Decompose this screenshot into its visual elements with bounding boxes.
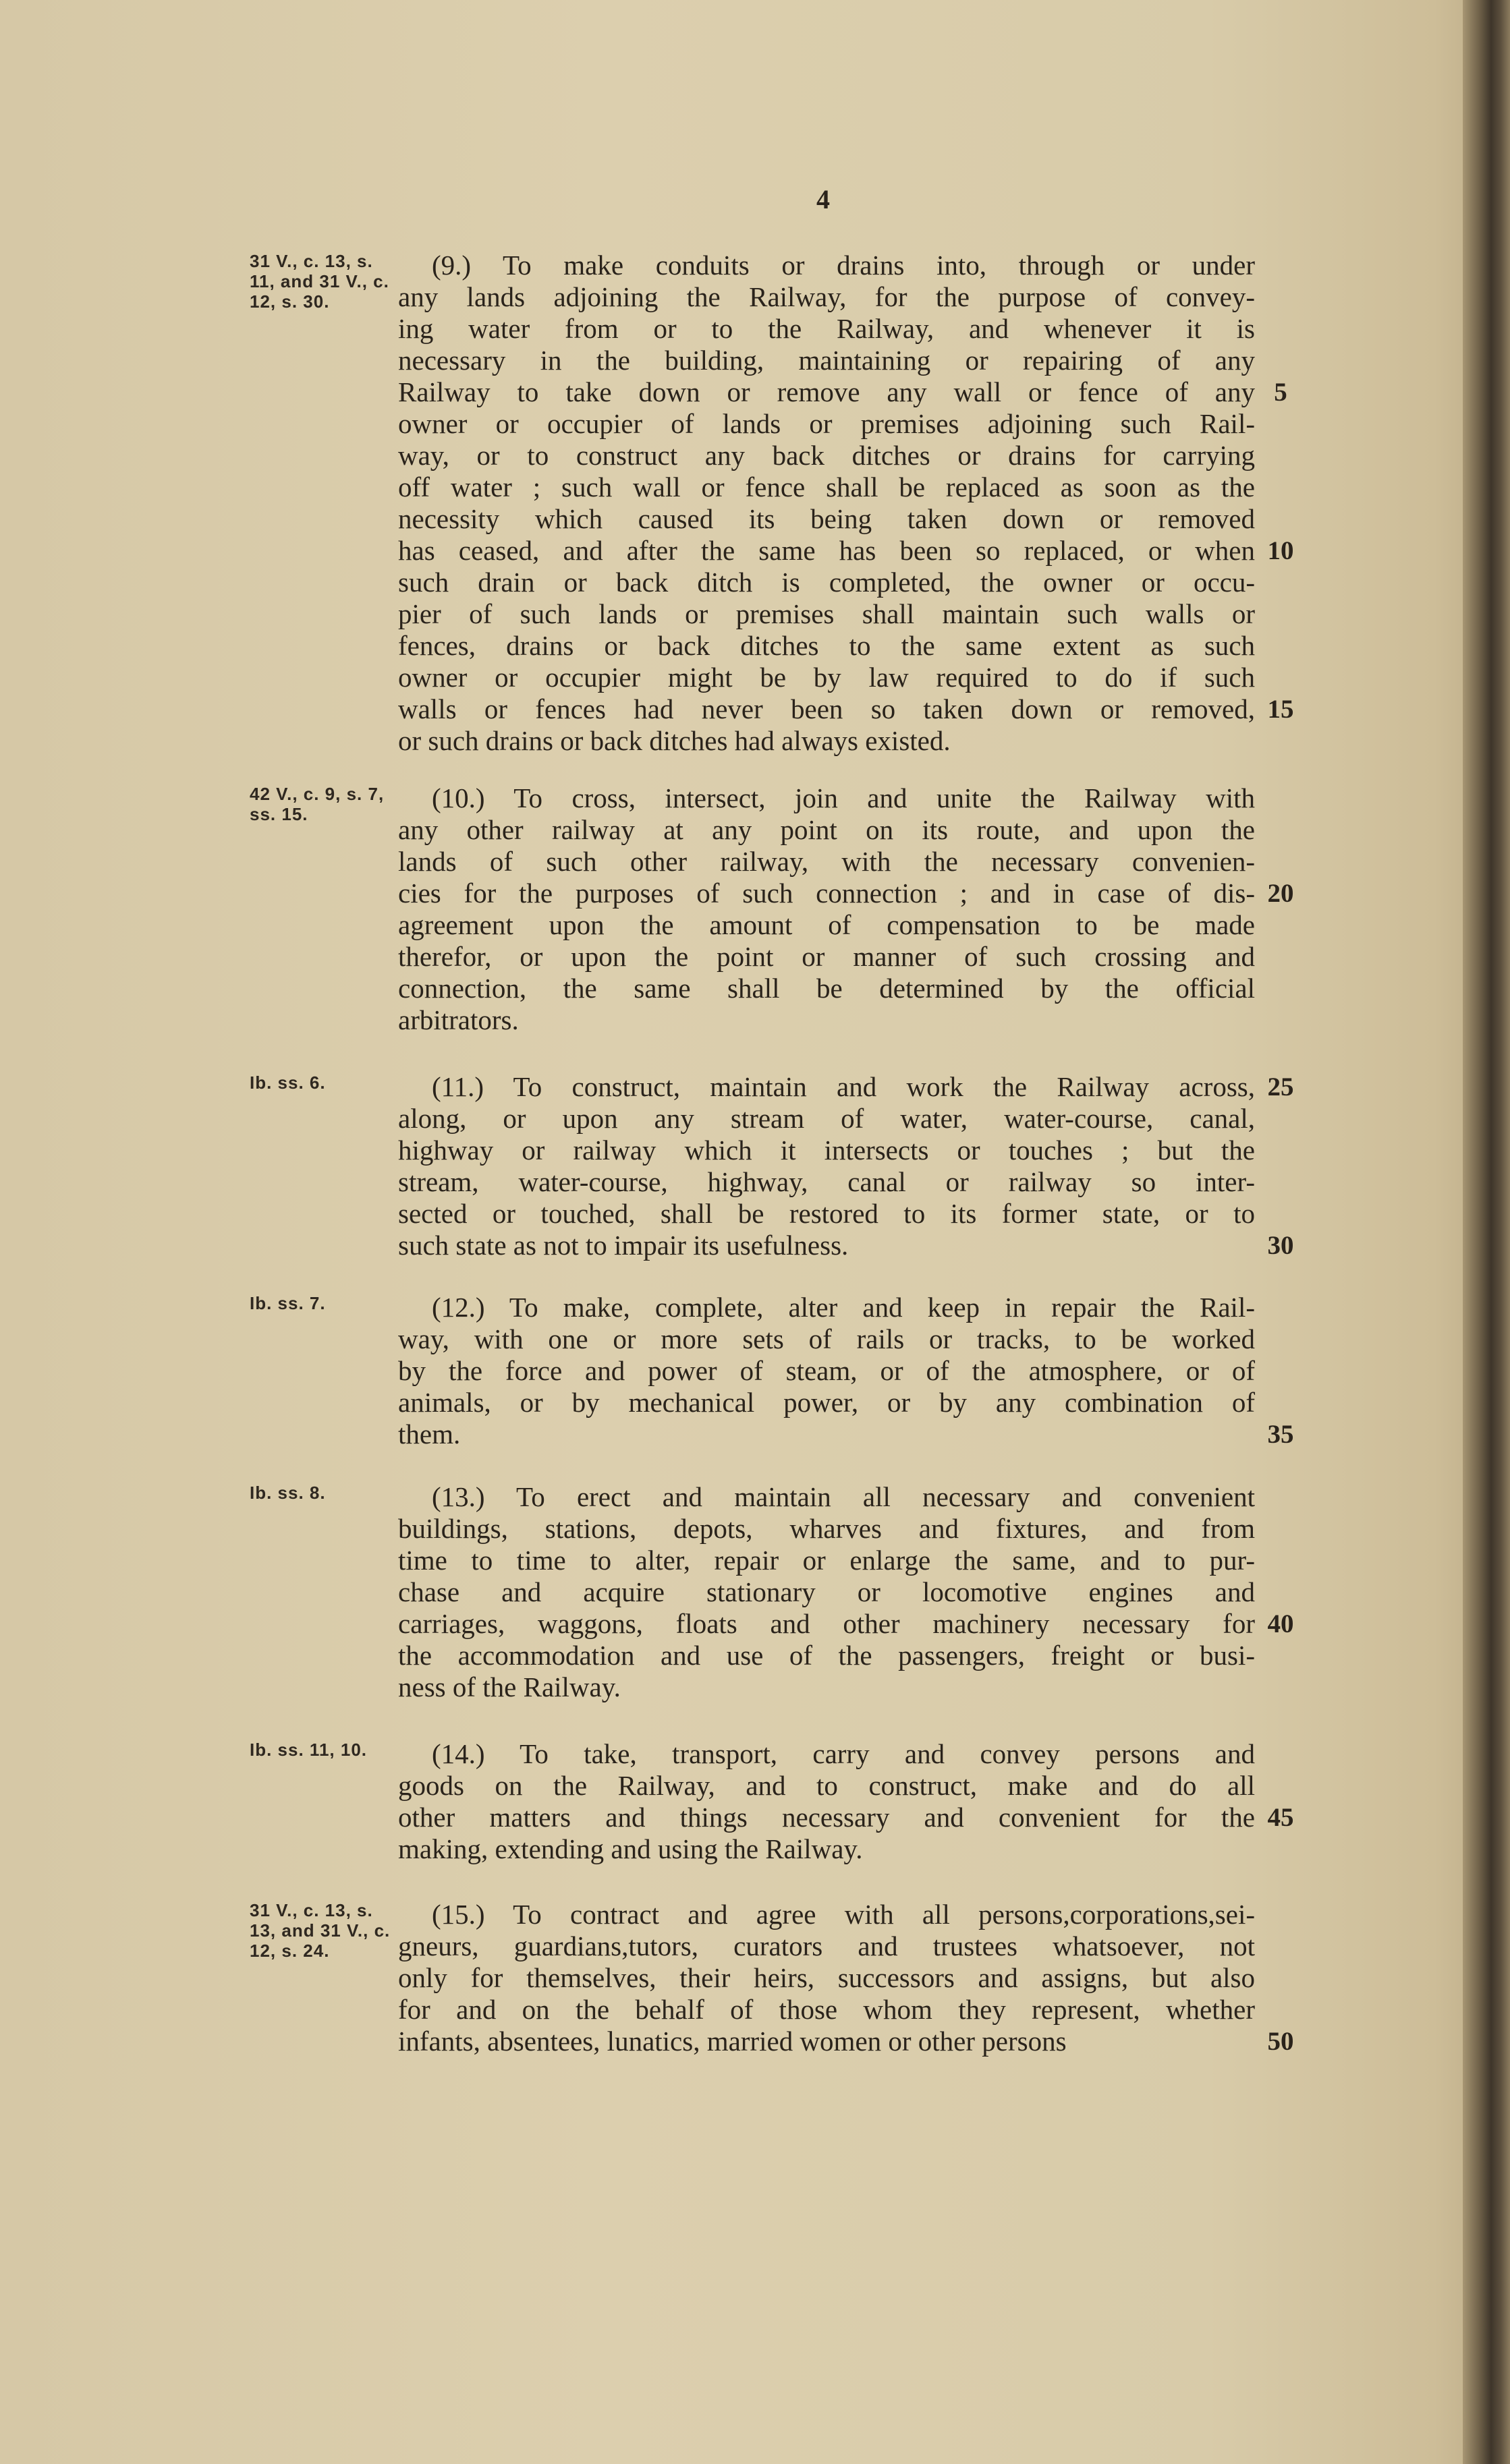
margin-note: Ib. ss. 7. <box>250 1293 326 1313</box>
text-line: owner or occupier of lands or premises adjoining such Rail- <box>398 408 1255 439</box>
text-line: has ceased, and after the same has been so replaced, or when <box>398 535 1255 566</box>
line-number: 30 <box>1267 1231 1294 1260</box>
text-line: lands of such other railway, with the necessary convenien- <box>398 846 1255 877</box>
text-line: the accommodation and use of the passengers, freight or busi- <box>398 1640 1255 1671</box>
text-line: for and on the behalf of those whom they represent, whether <box>398 1994 1255 2025</box>
text-line: (10.) To cross, intersect, join and unite the Railway with <box>432 782 1255 813</box>
text-line: or such drains or back ditches had always existed. <box>398 725 951 756</box>
section-body <box>398 1292 1255 1450</box>
text-line: goods on the Railway, and to construct, make and do all <box>398 1770 1255 1801</box>
text-line: them. <box>398 1419 461 1450</box>
line-number: 20 <box>1267 879 1294 908</box>
text-line: agreement upon the amount of compensation to be made <box>398 909 1255 940</box>
text-line: carriages, waggons, floats and other machinery necessary for <box>398 1608 1255 1639</box>
margin-note: Ib. ss. 8. <box>250 1483 326 1503</box>
text-line: way, with one or more sets of rails or tracks, to be worked <box>398 1323 1255 1354</box>
section-body <box>398 1899 1255 2057</box>
text-line: necessary in the building, maintaining or repairing of any <box>398 345 1255 376</box>
text-line: (11.) To construct, maintain and work the Railway across, <box>432 1071 1255 1102</box>
text-line: Railway to take down or remove any wall or fence of any <box>398 376 1255 407</box>
margin-note: 31 V., c. 13, s. 11, and 31 V., c. 12, s. 30. <box>250 251 389 312</box>
text-line: arbitrators. <box>398 1004 519 1035</box>
text-line: making, extending and using the Railway. <box>398 1833 863 1864</box>
text-line: other matters and things necessary and convenient for the <box>398 1802 1255 1833</box>
text-line: any other railway at any point on its route, and upon the <box>398 814 1255 845</box>
line-number: 40 <box>1267 1609 1294 1638</box>
margin-note: Ib. ss. 11, 10. <box>250 1740 367 1760</box>
text-line: animals, or by mechanical power, or by any combination of <box>398 1387 1255 1418</box>
text-line: buildings, stations, depots, wharves and fixtures, and from <box>398 1513 1255 1544</box>
text-line: (15.) To contract and agree with all persons,corporations,sei- <box>432 1899 1255 1930</box>
text-line: off water ; such wall or fence shall be replaced as soon as the <box>398 471 1255 503</box>
line-number: 50 <box>1267 2027 1294 2056</box>
margin-note: 31 V., c. 13, s. 13, and 31 V., c. 12, s. 24. <box>250 1900 391 1961</box>
text-line: such drain or back ditch is completed, the owner or occu- <box>398 567 1255 598</box>
page-number: 4 <box>816 184 830 214</box>
section-body <box>398 1481 1255 1703</box>
text-line: cies for the purposes of such connection ; and in case of dis- <box>398 878 1255 909</box>
line-number: 5 <box>1274 378 1287 407</box>
text-line: fences, drains or back ditches to the same extent as such <box>398 630 1255 661</box>
text-line: ing water from or to the Railway, and whenever it is <box>398 313 1255 344</box>
text-line: necessity which caused its being taken down or removed <box>398 503 1255 534</box>
text-line: owner or occupier might be by law required to do if such <box>398 662 1255 693</box>
text-line: (14.) To take, transport, carry and convey persons and <box>432 1738 1255 1769</box>
text-line: time to time to alter, repair or enlarge the same, and to pur- <box>398 1545 1255 1576</box>
text-line: sected or touched, shall be restored to its former state, or to <box>398 1198 1255 1229</box>
text-line: such state as not to impair its usefulness. <box>398 1230 849 1261</box>
text-line: connection, the same shall be determined by the official <box>398 973 1255 1004</box>
text-line: way, or to construct any back ditches or drains for carrying <box>398 440 1255 471</box>
text-line: any lands adjoining the Railway, for the purpose of convey- <box>398 281 1255 312</box>
margin-note: Ib. ss. 6. <box>250 1072 326 1093</box>
line-number: 35 <box>1267 1420 1294 1449</box>
line-number: 15 <box>1267 695 1294 724</box>
text-line: (12.) To make, complete, alter and keep in repair the Rail- <box>432 1292 1255 1323</box>
line-number: 10 <box>1267 536 1294 565</box>
text-line: pier of such lands or premises shall maintain such walls or <box>398 598 1255 629</box>
margin-note: 42 V., c. 9, s. 7, ss. 15. <box>250 784 385 824</box>
text-line: infants, absentees, lunatics, married women or other persons <box>398 2026 1067 2057</box>
text-line: by the force and power of steam, or of the atmosphere, or of <box>398 1355 1255 1386</box>
section-body <box>398 782 1255 1036</box>
book-binding <box>1463 0 1510 2464</box>
section-body <box>398 250 1255 757</box>
text-line: chase and acquire stationary or locomotive engines and <box>398 1576 1255 1607</box>
text-line: walls or fences had never been so taken down or removed, <box>398 693 1255 724</box>
section-body <box>398 1071 1255 1261</box>
text-line: along, or upon any stream of water, water-course, canal, <box>398 1103 1255 1134</box>
section-body <box>398 1738 1255 1865</box>
text-line: ness of the Railway. <box>398 1671 621 1702</box>
text-line: (9.) To make conduits or drains into, through or under <box>432 250 1255 281</box>
text-line: gneurs, guardians,tutors, curators and trustees whatsoever, not <box>398 1930 1255 1961</box>
text-line: highway or railway which it intersects or touches ; but the <box>398 1135 1255 1166</box>
text-line: therefor, or upon the point or manner of such crossing and <box>398 941 1255 972</box>
text-line: stream, water-course, highway, canal or railway so inter- <box>398 1166 1255 1197</box>
text-line: (13.) To erect and maintain all necessary and convenient <box>432 1481 1255 1512</box>
line-number: 45 <box>1267 1803 1294 1832</box>
text-line: only for themselves, their heirs, successors and assigns, but also <box>398 1962 1255 1993</box>
line-number: 25 <box>1267 1072 1294 1101</box>
